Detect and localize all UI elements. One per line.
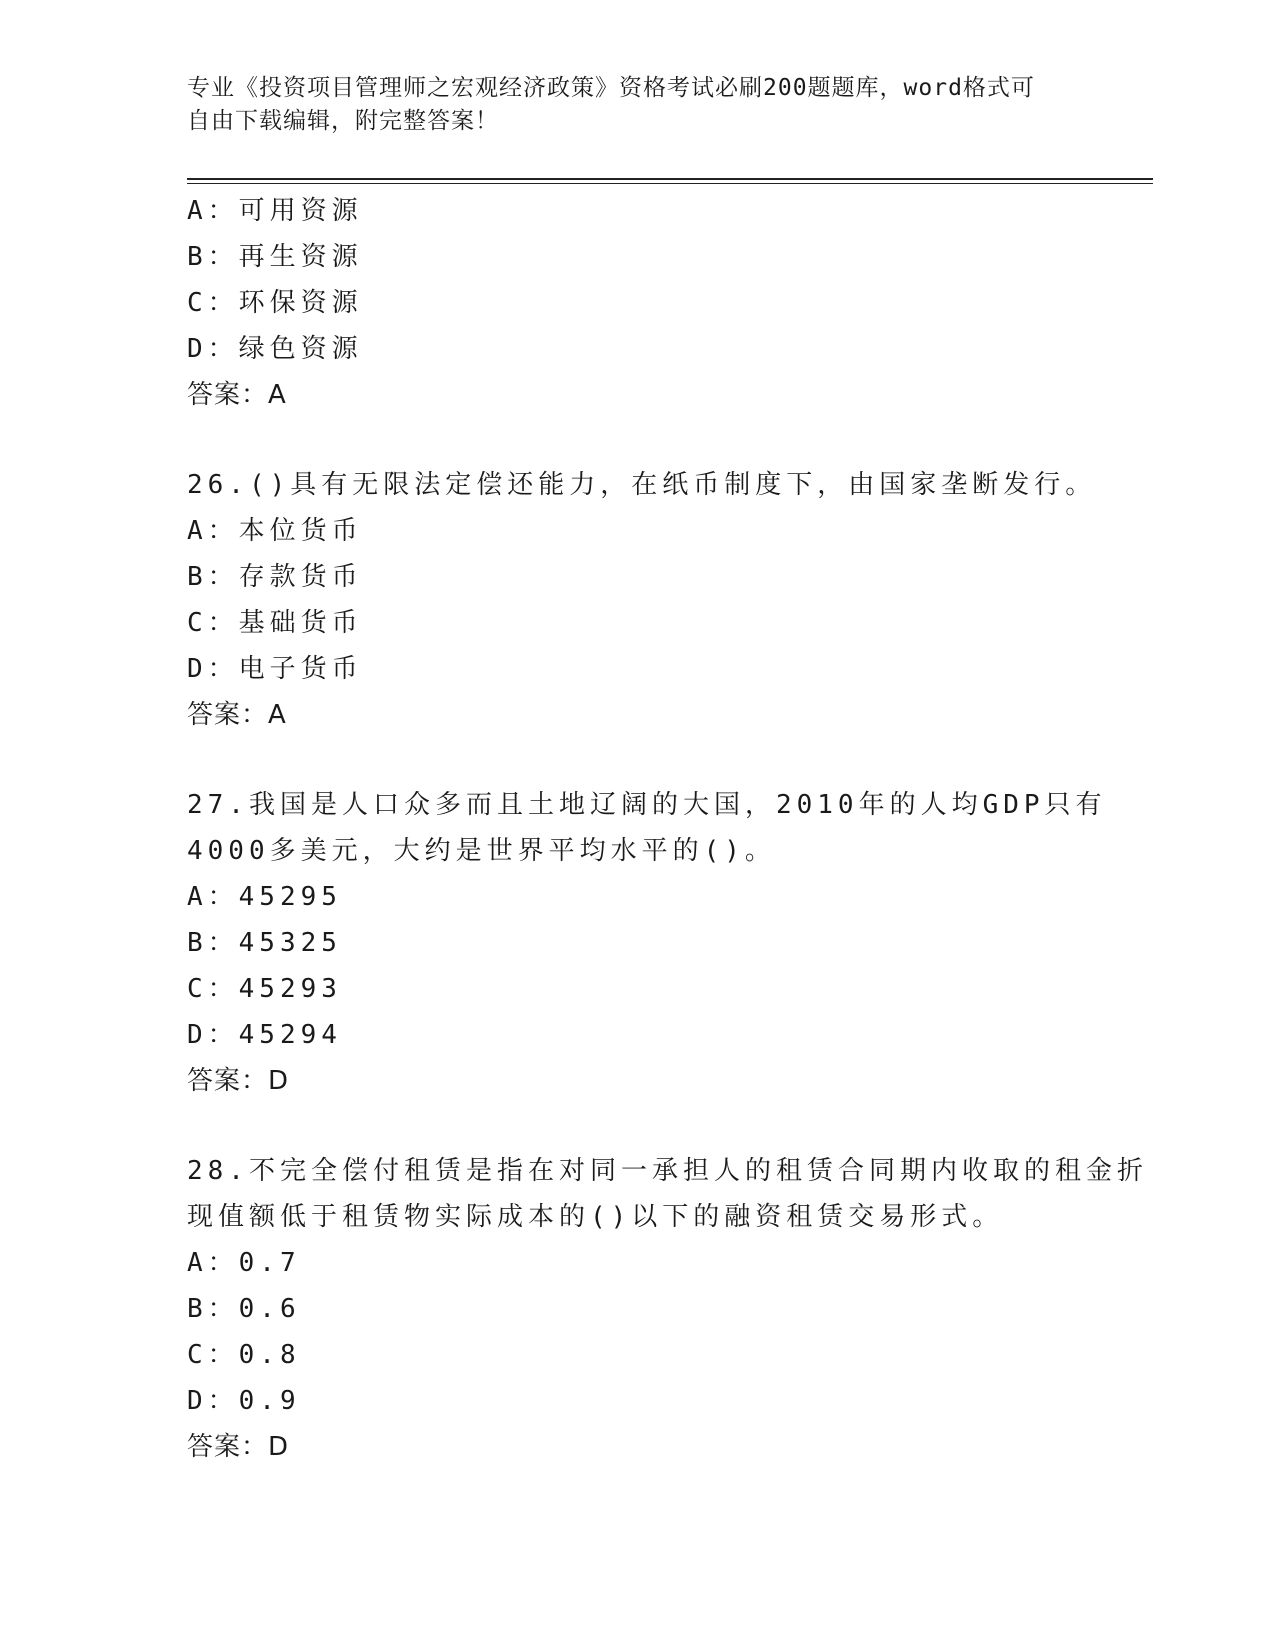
option-d: D：45294: [187, 1020, 342, 1050]
question-block-27: [187, 782, 1107, 1104]
option-a: A：本位货币: [187, 516, 363, 546]
option-a: A：可用资源: [187, 196, 363, 226]
option-b: B：存款货币: [187, 562, 363, 592]
option-b: B：0.6: [187, 1294, 301, 1324]
option-c: C：环保资源: [187, 288, 363, 318]
question-list: [187, 188, 1148, 1470]
answer-line: 答案：D: [187, 1066, 290, 1096]
answer-line: 答案：A: [187, 700, 287, 730]
answer-line: 答案：A: [187, 380, 287, 410]
option-d: D：绿色资源: [187, 334, 363, 364]
option-c: C：基础货币: [187, 608, 363, 638]
spacer: [187, 1104, 1087, 1148]
question-block-28: [187, 1148, 1148, 1470]
header-divider-thick: [187, 178, 1153, 180]
question-stem-line-1: 27.我国是人口众多而且土地辽阔的大国，2010年的人均GDP只有: [187, 790, 1107, 820]
answer-line: 答案：D: [187, 1432, 290, 1462]
question-block-25: [187, 188, 1087, 418]
header-line-1: 专业《投资项目管理师之宏观经济政策》资格考试必刷200题题库，word格式可: [187, 75, 1035, 101]
header-line-2: 自由下载编辑，附完整答案！: [187, 108, 499, 134]
option-c: C：0.8: [187, 1340, 301, 1370]
spacer: [187, 738, 1087, 782]
question-stem-line-1: 28.不完全偿付租赁是指在对同一承担人的租赁合同期内收取的租金折: [187, 1156, 1148, 1186]
question-stem-line-2: 现值额低于租赁物实际成本的()以下的融资租赁交易形式。: [187, 1202, 1004, 1232]
option-c: C：45293: [187, 974, 342, 1004]
question-stem: 26.()具有无限法定偿还能力，在纸币制度下，由国家垄断发行。: [187, 470, 1097, 500]
option-d: D：0.9: [187, 1386, 301, 1416]
option-b: B：45325: [187, 928, 342, 958]
option-d: D：电子货币: [187, 654, 363, 684]
option-a: A：45295: [187, 882, 342, 912]
spacer: [187, 418, 1087, 462]
question-block-26: [187, 462, 1097, 738]
document-header: [187, 72, 1067, 138]
header-divider-thin: [187, 183, 1153, 184]
option-a: A：0.7: [187, 1248, 301, 1278]
option-b: B：再生资源: [187, 242, 363, 272]
question-stem-line-2: 4000多美元，大约是世界平均水平的()。: [187, 836, 776, 866]
